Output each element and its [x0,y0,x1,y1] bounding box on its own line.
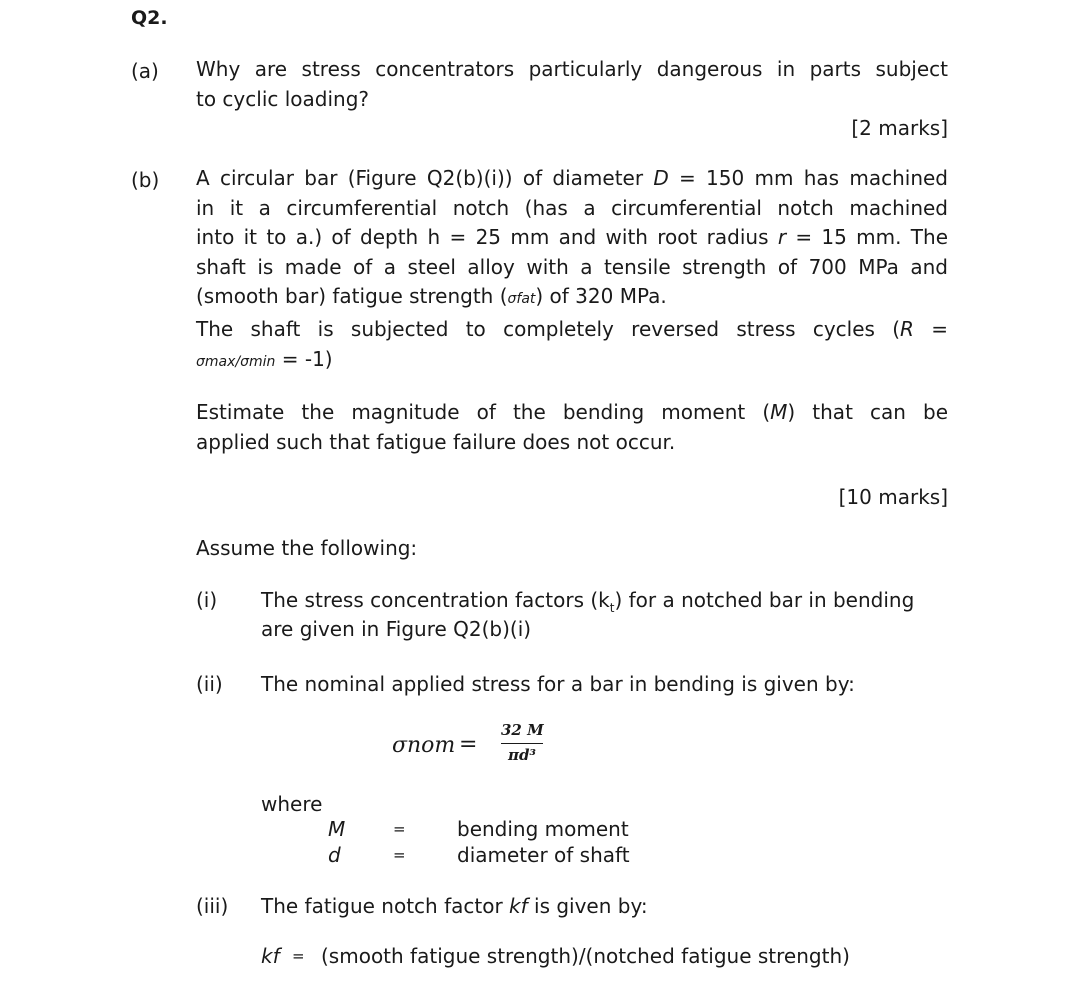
formula-kf: kf [261,944,280,968]
item-i-label: (i) [196,588,218,612]
part-b-line-3: into it to a.) of depth h = 25 mm and with root radius r = 15 mm. The [196,225,948,250]
part-b-line-6: The shaft is subjected to completely reversed stress cycles (R = [196,316,949,341]
item-iii-line-1: The fatigue notch factor kf is given by: [261,894,648,918]
part-b-line-7: σmax/σmin = -1) [196,346,333,371]
part-b-line-2: in it a circumferential notch (has a circumferential notch machined [196,195,948,220]
part-a-label: (a) [131,59,159,83]
item-i-line-1: The stress concentration factors $(k_t)$ for a notched bar in bending [261,588,915,615]
equation-equals: = [459,732,478,757]
item-ii-line-1: The nominal applied stress for a bar in bending is given by: [261,672,855,696]
assume-heading: Assume the following: [196,536,418,560]
question-number: Q2. [131,7,168,29]
part-b-text [196,164,948,377]
def-desc-m: bending moment [457,817,629,841]
formula-text: (smooth fatigue strength)/(notched fatigue strength) [321,944,850,968]
equation-lhs: σnom [392,733,456,758]
part-a-line-2: to cyclic loading? [196,86,370,111]
stress-ratio-symbol: σmax/σmin [196,353,276,370]
estimate-line-1: Estimate the magnitude of the bending moment (M) that can be [196,400,948,424]
equation-numerator: 32 M [501,721,544,739]
part-b-line-1: A circular bar (Figure Q2(b)(i)) of diameter D = 150 mm has machined [196,166,948,190]
item-iii-label: (iii) [196,894,229,918]
def-desc-d: diameter of shaft [457,843,630,867]
def-equals-m: = [393,820,406,838]
part-b-line-4: shaft is made of a steel alloy with a tensile strength of 700 MPa and [196,254,948,279]
def-symbol-d: d [328,843,341,867]
fraction-bar [501,743,543,744]
formula-equals: = [292,947,305,965]
item-i-line-2: are given in Figure Q2(b)(i) [261,617,532,641]
sigma-fat-symbol: σfat [507,291,536,308]
part-b-estimate [196,398,948,457]
item-ii-label: (ii) [196,672,223,696]
part-a-text [196,55,948,114]
part-b-label: (b) [131,168,160,192]
part-b-line-5: (smooth bar) fatigue strength (σfat) of 320 MPa. [196,284,667,309]
kf-symbol: kf [509,894,528,918]
where-label: where [261,792,323,816]
part-a-marks: [2 marks] [851,116,948,140]
part-b-marks: [10 marks] [838,485,948,509]
part-a-line-1: Why are stress concentrators particularly dangerous in parts subject [196,57,948,81]
estimate-line-2: applied such that fatigue failure does not occur. [196,429,676,454]
def-equals-d: = [393,846,406,864]
def-symbol-m: M [328,817,346,841]
equation-denominator: πd³ [507,746,537,764]
